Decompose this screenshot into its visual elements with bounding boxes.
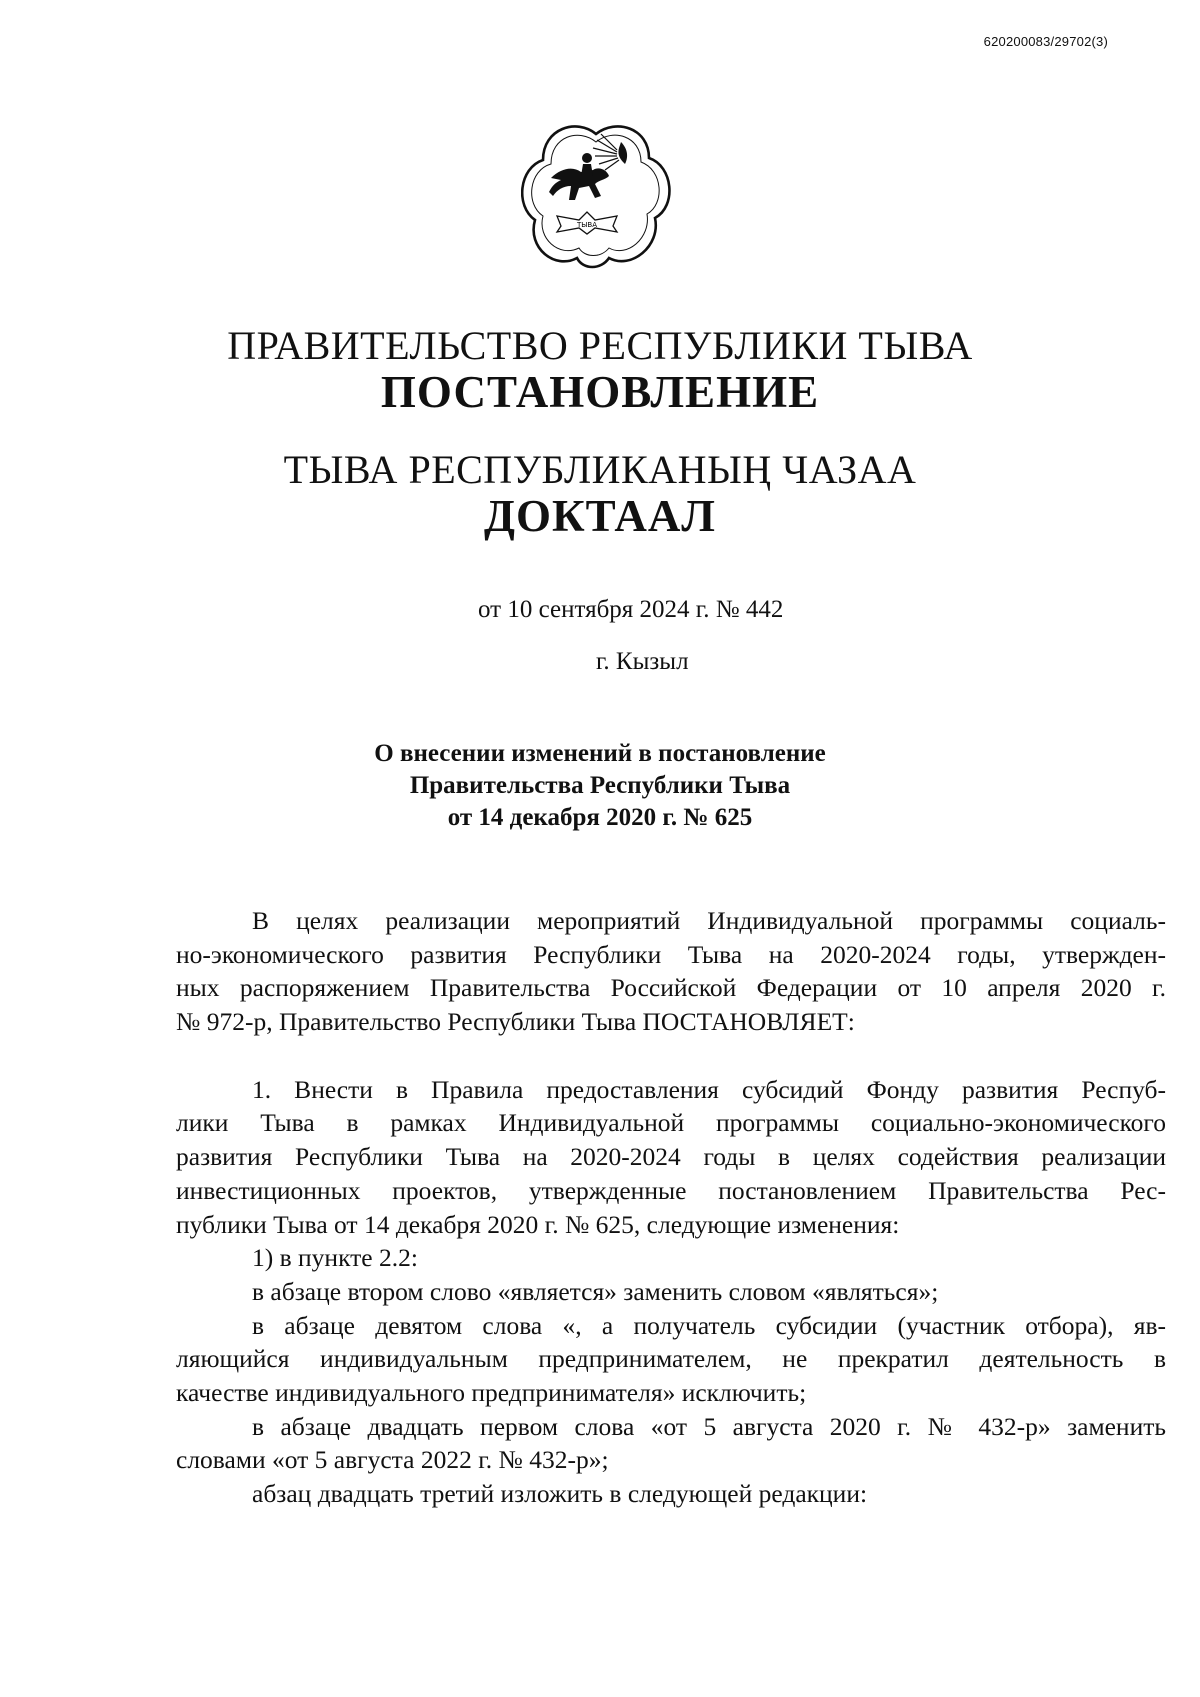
item1-line: развития Республики Тыва на 2020-2024 годы в целях содействия реализации [176,1142,1166,1172]
paragraph-twenty-first-line: словами «от 5 августа 2022 г. № 432-р»; [176,1445,609,1475]
decree-title-tyv: ДОКТААЛ [484,491,716,541]
paragraph-twenty-first-line: в абзаце двадцать первом слова «от 5 августа 2020 г. № 432-р» заменить [252,1411,1166,1441]
item1-line: лики Тыва в рамках Индивидуальной программы социально-экономического [176,1108,1166,1138]
subject-line: от 14 декабря 2020 г. № 625 [447,804,753,831]
item1-line: публики Тыва от 14 декабря 2020 г. № 625, следующие изменения: [176,1209,900,1239]
paragraph-twenty-third: абзац двадцать третий изложить в следующей редакции: [252,1479,868,1508]
paragraph-gap [176,1039,1166,1073]
preamble-line: В целях реализации мероприятий Индивидуальной программы социаль- [252,906,1166,935]
tuva-coat-of-arms-icon [521,120,671,270]
subject-line: О внесении изменений в постановление [374,740,826,767]
decree-title-ru: ПОСТАНОВЛЕНИЕ [380,367,820,417]
document-code: 620200083/29702(3) [983,34,1108,49]
decree-subject [350,738,850,834]
paragraph-ninth-line: ляющийся индивидуальным предпринимателем, не прекратил деятельность в [176,1344,1166,1374]
decree-body [176,904,1166,1511]
paragraph-ninth-line: в абзаце девятом слова «, а получатель субсидии (участник отбора), яв- [252,1310,1166,1340]
decree-date-number: от 10 сентября 2024 г. № 442 [478,596,784,623]
paragraph-second: в абзаце втором слово «является» заменить словом «являться»; [252,1276,939,1306]
item1-line: инвестиционных проектов, утвержденные постановлением Правительства Рес- [176,1175,1166,1205]
subject-line: Правительства Республики Тыва [409,772,791,799]
preamble-line: ных распоряжением Правительства Российской Федерации от 10 апреля 2020 г. [176,973,1166,1003]
government-title-tyv: ТЫВА РЕСПУБЛИКАНЫҢ ЧАЗАА [283,447,917,492]
preamble-line: № 972-р, Правительство Республики Тыва ПОСТАНОВЛЯЕТ: [176,1007,855,1037]
preamble-line: но-экономического развития Республики Тыва на 2020-2024 годы, утвержден- [176,939,1166,969]
government-title-ru: ПРАВИТЕЛЬСТВО РЕСПУБЛИКИ ТЫВА [227,323,973,368]
decree-city: г. Кызыл [596,648,689,675]
item1-line: 1. Внести в Правила предоставления субсидий Фонду развития Респуб- [252,1074,1166,1104]
paragraph-ninth-line: качестве индивидуального предпринимателя» исключить; [176,1377,807,1407]
subitem-1: 1) в пункте 2.2: [252,1243,418,1273]
emblem-ribbon-label: ТЫВА [576,221,598,229]
